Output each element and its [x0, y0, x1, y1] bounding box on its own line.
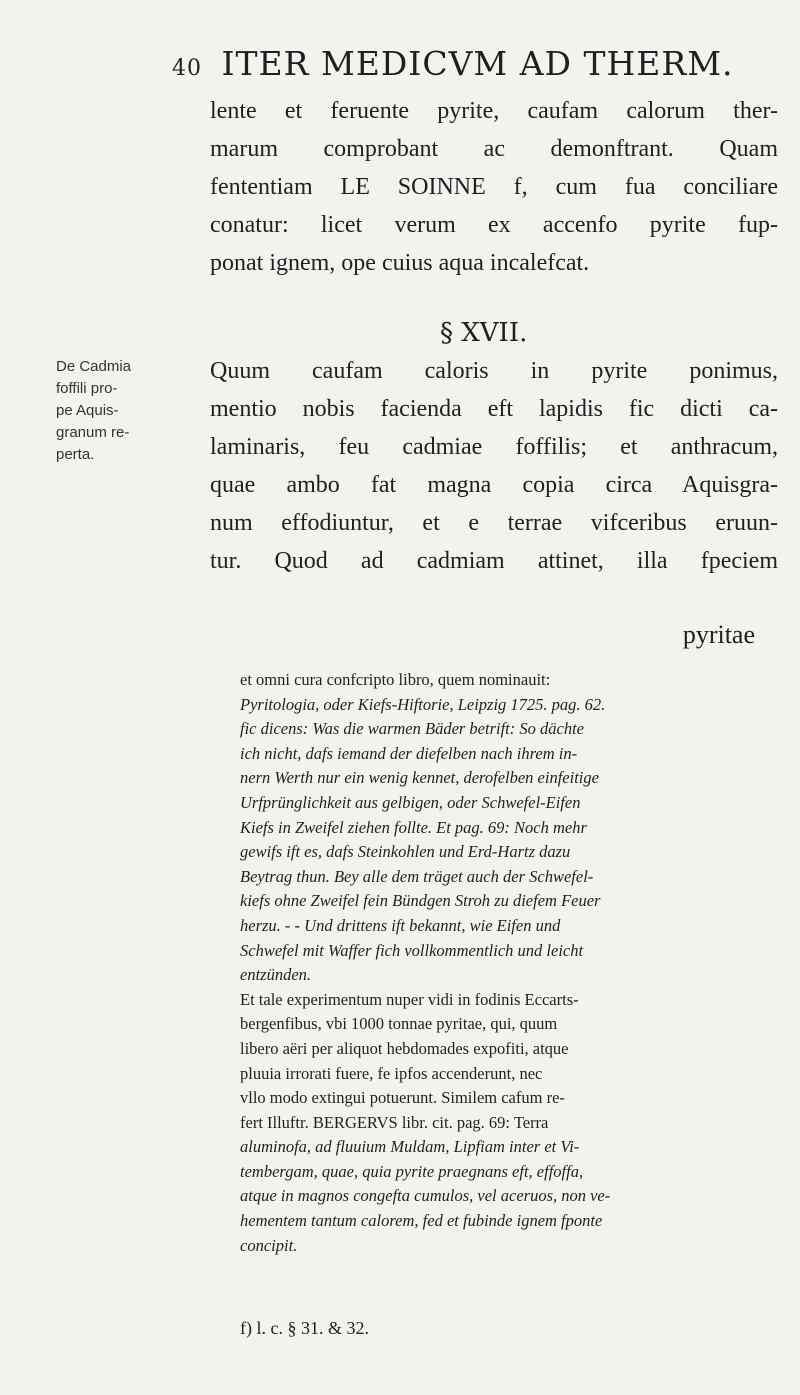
- footnote-line: concipit.: [240, 1235, 298, 1255]
- margin-line: De Cadmia: [56, 358, 132, 375]
- text-line: lente et feruente pyrite, caufam calorum ther-: [210, 98, 778, 124]
- section-heading: § XVII.: [440, 318, 528, 348]
- footnote-line: bergenfibus, vbi 1000 tonnae pyritae, qui, quum: [240, 1014, 558, 1034]
- footnote-line: tembergam, quae, quia pyrite praegnans eft, effoffa,: [240, 1161, 584, 1181]
- footnote-line: aluminofa, ad fluuium Muldam, Lipfiam inter et Vi-: [240, 1137, 580, 1157]
- footnote-line: Schwefel mit Waffer fich vollkommentlich und leicht: [240, 940, 584, 960]
- margin-line: granum re-: [56, 424, 130, 441]
- text-line: laminaris, feu cadmiae foffilis; et anthracum,: [210, 434, 778, 460]
- text-line: quae ambo fat magna copia circa Aquisgra-: [210, 472, 778, 498]
- footnote-line: vllo modo extingui potuerunt. Similem cafum re-: [240, 1088, 565, 1108]
- page-number: 40: [172, 56, 202, 81]
- footnote-line: Kiefs in Zweifel ziehen follte. Et pag. 69: Noch mehr: [240, 817, 587, 837]
- paragraph-2: [210, 352, 778, 580]
- footnote-line: nern Werth nur ein wenig kennet, derofelben einfeitige: [240, 768, 599, 788]
- footnote-line: Et tale experimentum nuper vidi in fodinis Eccarts-: [240, 989, 579, 1009]
- footnote-line: et omni cura confcripto libro, quem nominauit:: [240, 670, 551, 689]
- text-line: marum comprobant ac demonftrant. Quam: [210, 136, 778, 162]
- catchword: pyritae: [682, 620, 755, 649]
- margin-note: [56, 356, 168, 466]
- text-line: Quum caufam caloris in pyrite ponimus,: [210, 358, 778, 384]
- paragraph-1: [210, 92, 778, 282]
- footnote-line: Pyritologia, oder Kiefs-Hiftorie, Leipzig 1725. pag. 62.: [240, 694, 606, 714]
- footnote-line: entzünden.: [240, 965, 312, 985]
- text-line: ponat ignem, ope cuius aqua incalefcat.: [210, 250, 590, 276]
- footnote-line: libero aëri per aliquot hebdomades expofiti, atque: [240, 1038, 569, 1058]
- running-header: [172, 44, 734, 83]
- text-line: mentio nobis facienda eft lapidis fic dicti ca-: [210, 396, 778, 422]
- margin-line: foffili pro-: [56, 380, 118, 397]
- footnote-line: pluuia irrorati fuere, fe ipfos accenderunt, nec: [240, 1063, 543, 1083]
- footnote-line: herzu. - - Und drittens ift bekannt, wie Eifen und: [240, 915, 561, 935]
- footnote-line: kiefs ohne Zweifel fein Bündgen Stroh zu diefem Feuer: [240, 891, 601, 911]
- footnote-block: [240, 668, 792, 1258]
- footnote-line: hementem tantum calorem, fed et fubinde ignem fponte: [240, 1211, 603, 1231]
- running-title: ITER MEDICVM AD THERM.: [221, 44, 734, 83]
- footnote-line: atque in magnos congefta cumulos, vel aceruos, non ve-: [240, 1186, 611, 1206]
- margin-line: perta.: [56, 446, 95, 463]
- footnote-line: fic dicens: Was die warmen Bäder betrift: So dächte: [240, 719, 584, 739]
- footnote-line: Beytrag thun. Bey alle dem träget auch der Schwefel-: [240, 866, 594, 886]
- text-line: conatur: licet verum ex accenfo pyrite fup-: [210, 212, 778, 238]
- text-line: fententiam LE SOINNE f, cum fua conciliare: [210, 174, 778, 200]
- footnote-f: f) l. c. § 31. & 32.: [240, 1318, 369, 1338]
- footnote-line: fert Illuftr. BERGERVS libr. cit. pag. 69: Terra: [240, 1112, 549, 1132]
- margin-line: pe Aquis-: [56, 402, 119, 419]
- footnote-line: gewifs ift es, dafs Steinkohlen und Erd-Hartz dazu: [240, 842, 571, 862]
- text-line: tur. Quod ad cadmiam attinet, illa fpeciem: [210, 548, 778, 574]
- text-line: num effodiuntur, et e terrae vifceribus eruun-: [210, 510, 778, 536]
- footnote-line: Urfprünglichkeit aus gelbigen, oder Schwefel-Eifen: [240, 792, 581, 812]
- footnote-line: ich nicht, dafs iemand der diefelben nach ihrem in-: [240, 743, 578, 763]
